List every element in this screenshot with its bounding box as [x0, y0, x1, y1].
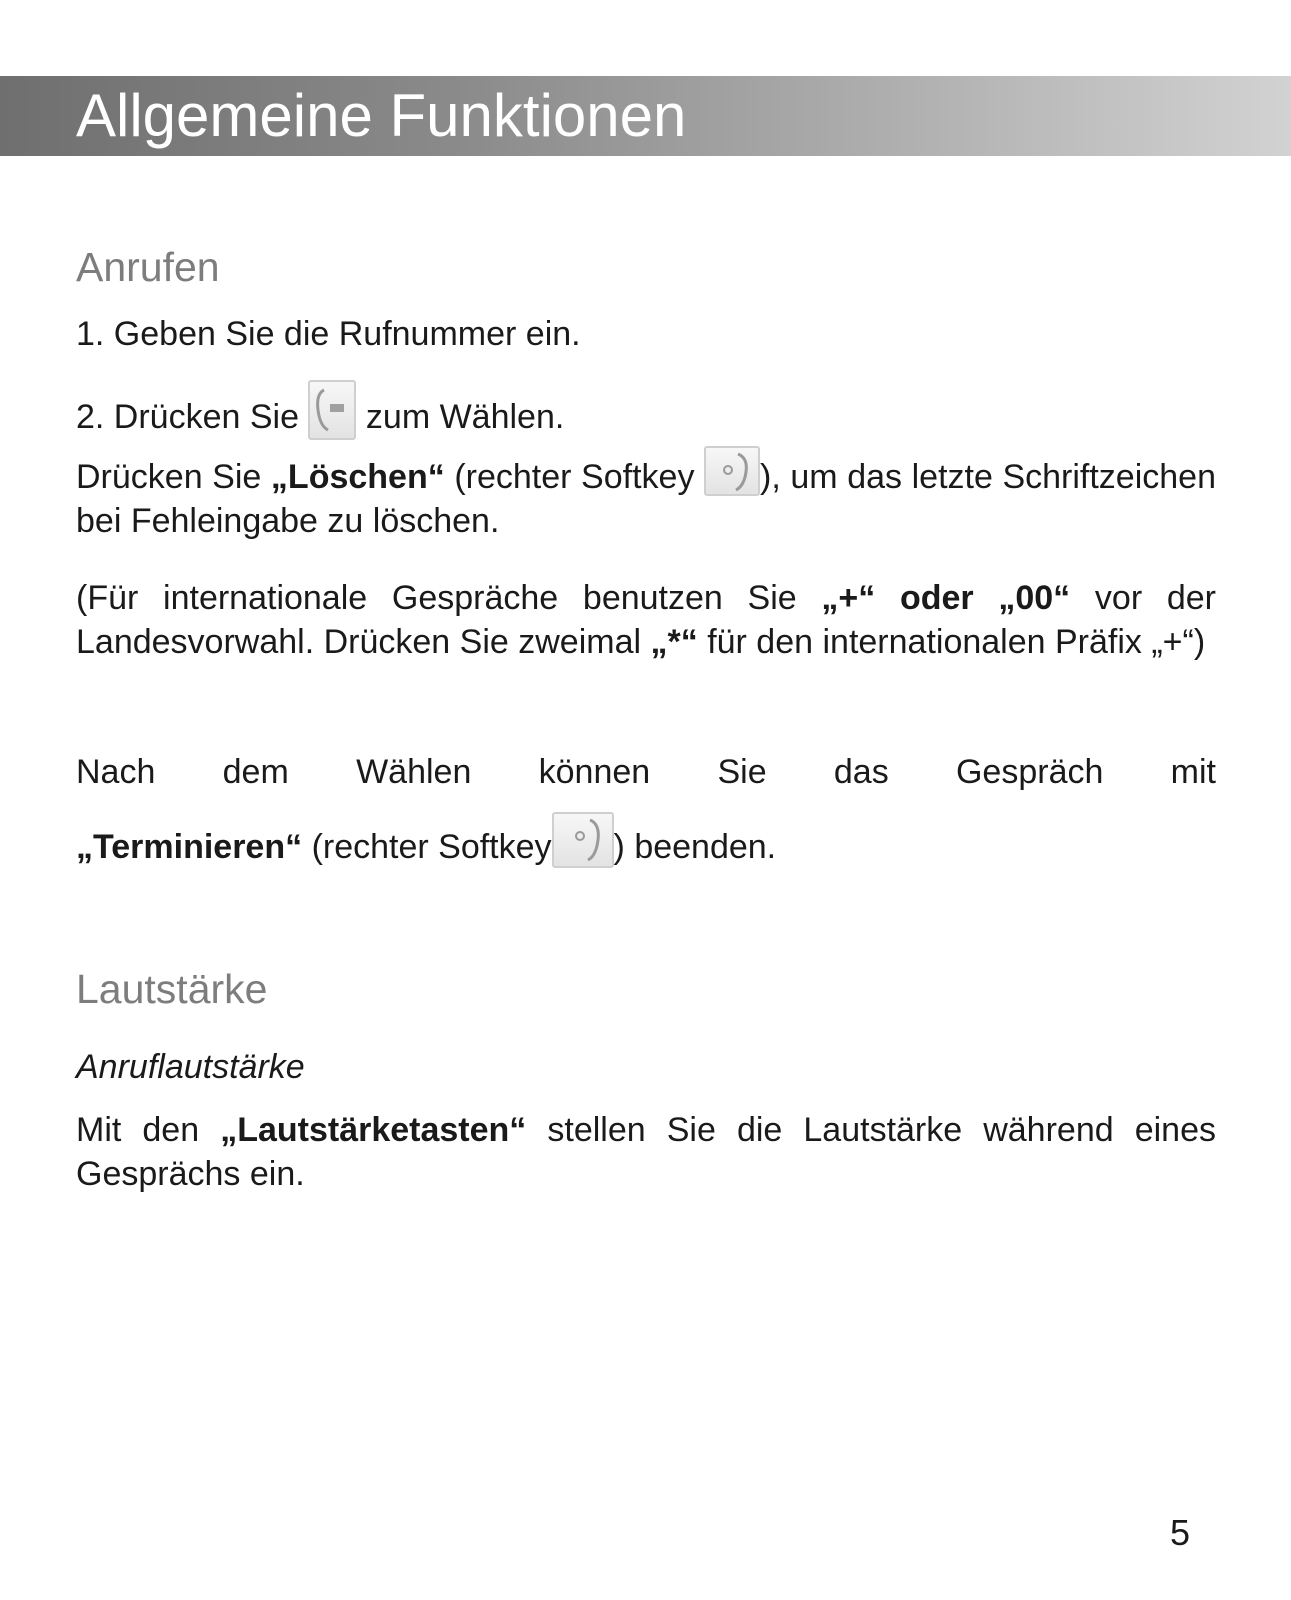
intl-text-2: vor der Landesvorwahl. Drücken Sie zweimal [76, 579, 1216, 661]
volume-keys-label: „Lautstärketasten“ [220, 1111, 527, 1149]
right-softkey-icon [704, 446, 760, 496]
page-title: Allgemeine Funktionen [76, 82, 687, 149]
end-middle: (rechter Softkey [311, 828, 552, 866]
title-bar [0, 76, 1291, 156]
international-note [76, 576, 1216, 664]
delete-before: Drücken Sie [76, 458, 262, 496]
end-call-label: „Terminieren“ [76, 828, 303, 866]
delete-instruction [76, 446, 1216, 543]
step-2 [76, 380, 1216, 440]
right-softkey-icon [552, 812, 614, 868]
delete-after: ), um das letzte Schriftzeichen bei Fehleingabe zu löschen. [76, 458, 1217, 540]
end-call-line-1: Nach dem Wählen können Sie das Gespräch mit [76, 753, 1216, 791]
intl-text-1: (Für internationale Gespräche benutzen Sie [76, 579, 797, 617]
end-after: ) beenden. [613, 828, 777, 866]
intl-prefix-options: „+“ oder „00“ [821, 579, 1071, 617]
volume-before: Mit den [76, 1111, 200, 1149]
subheading-anruflautstaerke: Anruflautstärke [76, 1048, 305, 1086]
step-2-after: zum Wählen. [365, 398, 565, 436]
volume-instruction [76, 1108, 1216, 1196]
intl-star-key: „*“ [650, 623, 698, 661]
step-2-before: 2. Drücken Sie [76, 398, 299, 436]
ok-call-key-icon [308, 380, 356, 440]
delete-middle: (rechter Softkey [454, 458, 695, 496]
volume-after: stellen Sie die Lautstärke während eines Gesprächs ein. [76, 1111, 1216, 1193]
section-heading-anrufen: Anrufen [76, 244, 220, 290]
delete-label: „Löschen“ [270, 458, 445, 496]
step-1: 1. Geben Sie die Rufnummer ein. [76, 315, 581, 353]
end-call-line-2 [76, 812, 1216, 869]
section-heading-lautstaerke: Lautstärke [76, 966, 268, 1012]
page-number: 5 [1170, 1512, 1191, 1553]
intl-text-3: für den internationalen Präfix „+“) [707, 623, 1206, 661]
